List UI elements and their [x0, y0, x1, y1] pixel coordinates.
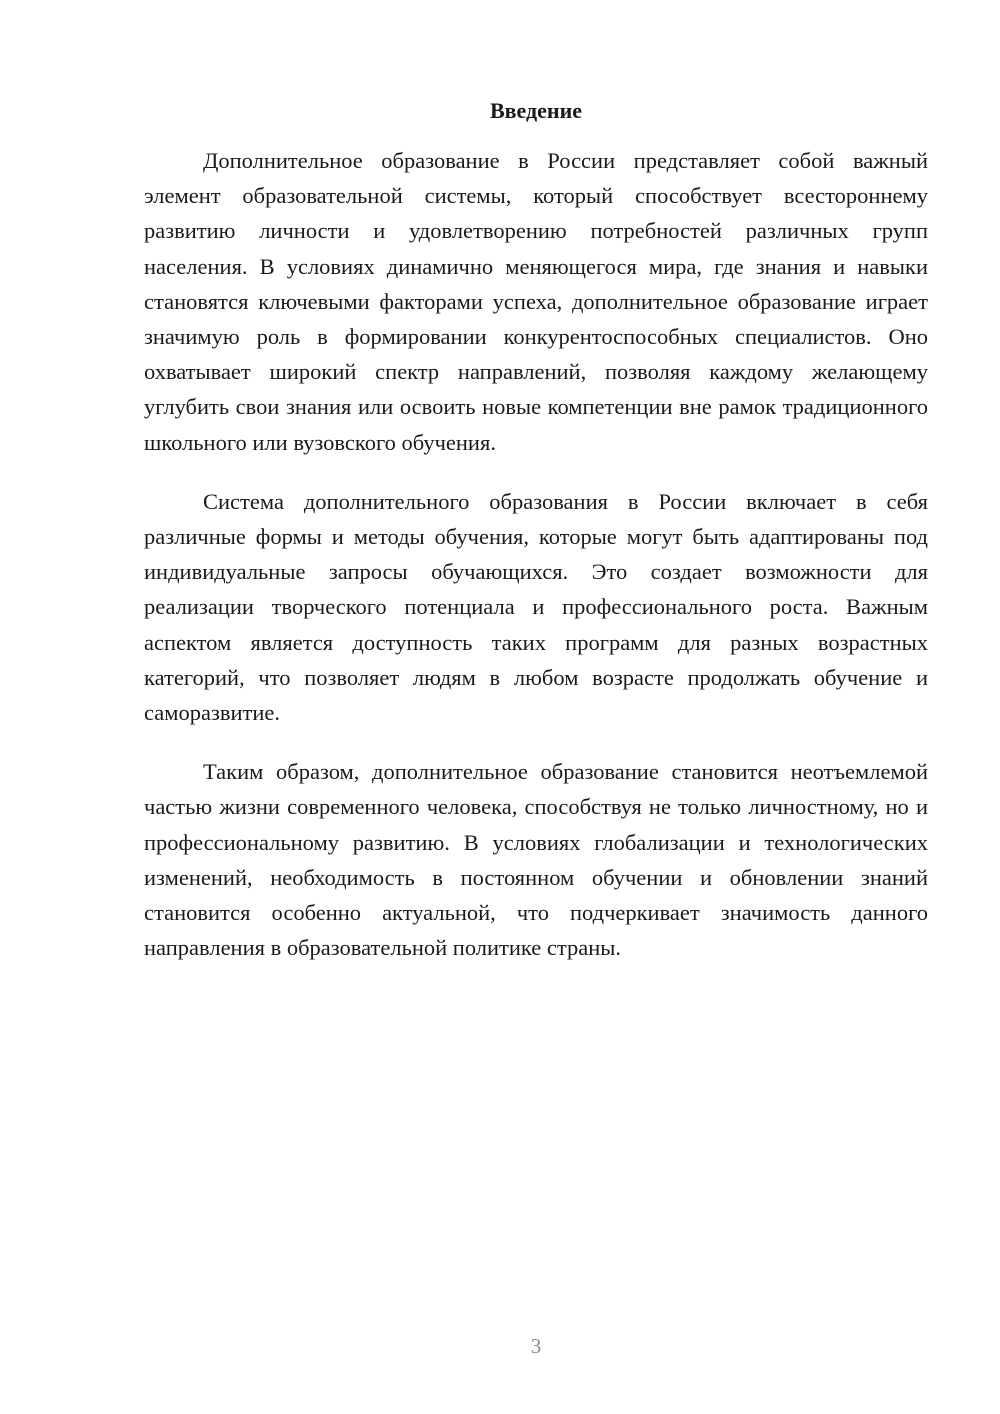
section-title: Введение [489, 98, 583, 123]
paragraph: Система дополнительного образования в России включает в себя различные формы и методы обучения, которые могут быть адаптированы под индивидуальные запросы обучающихся. Это создает возможности для реализации творческого потенциала и профессионального роста. Важным аспектом является доступность таких программ для разных возрастных категорий, что позволяет людям в любом возрасте продолжать обучение и саморазвитие. [144, 488, 928, 726]
document-body [144, 143, 928, 989]
paragraph: Дополнительное образование в России представляет собой важный элемент образовательной системы, который способствует всестороннему развитию личности и удовлетворению потребностей различных групп населения. В условиях динамично меняющегося мира, где знания и навыки становятся ключевыми факторами успеха, дополнительное образование играет значимую роль в формировании конкурентоспособных специалистов. Оно охватывает широкий спектр направлений, позволяя каждому желающему углубить свои знания или освоить новые компетенции вне рамок традиционного школьного или вузовского обучения. [144, 148, 928, 455]
page-number: 3 [530, 1334, 542, 1358]
paragraph: Таким образом, дополнительное образование становится неотъемлемой частью жизни современного человека, способствуя не только личностному, но и профессиональному развитию. В условиях глобализации и технологических изменений, необходимость в постоянном обучении и обновлении знаний становится особенно актуальной, что подчеркивает значимость данного направления в образовательной политике страны. [144, 759, 928, 961]
